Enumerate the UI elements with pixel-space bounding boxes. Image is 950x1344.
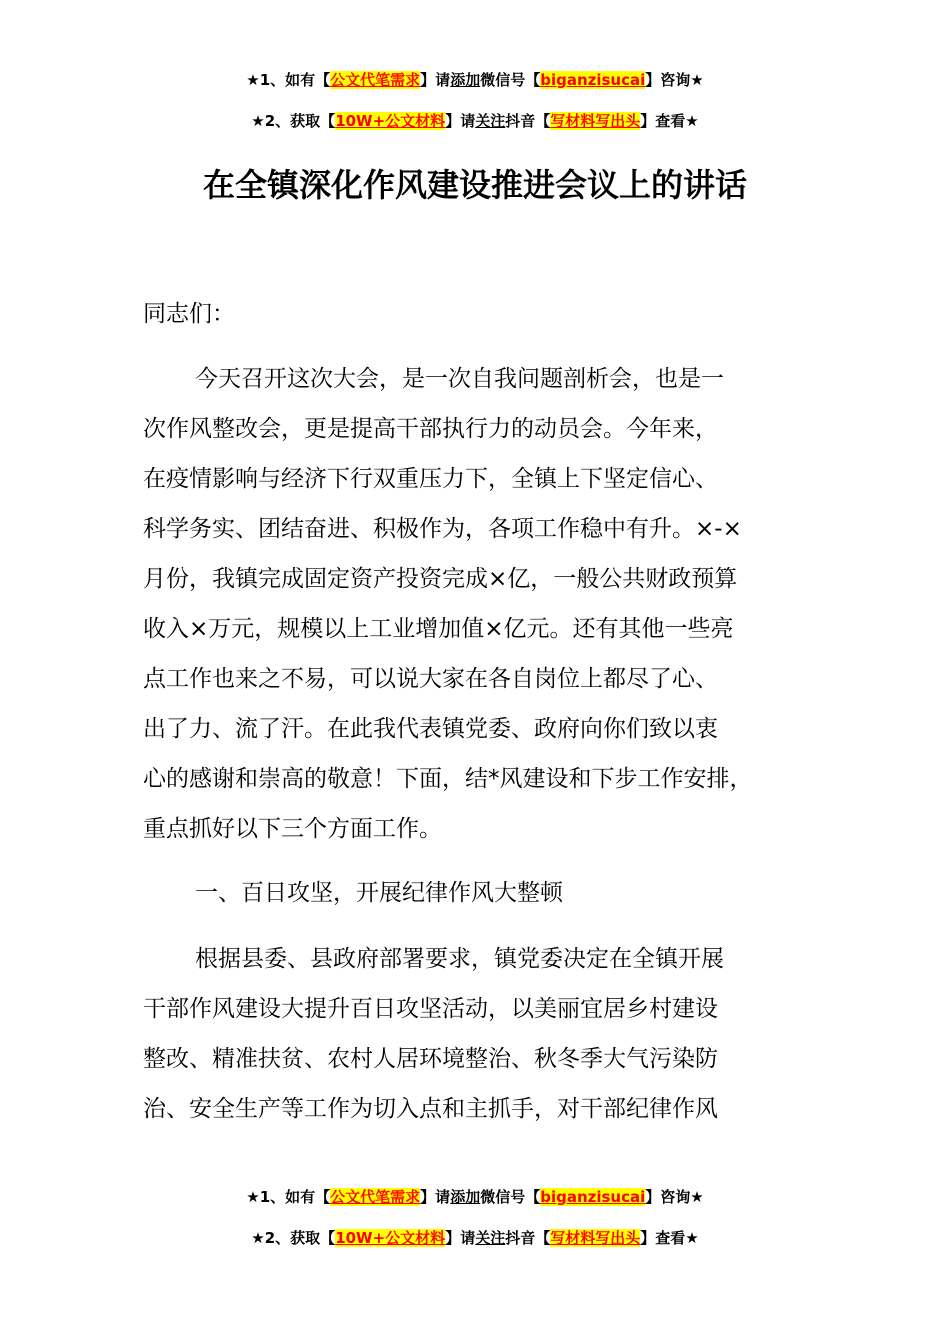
banner-prefix: ★2、获取【 [251, 112, 336, 130]
banner-text: 微信号【 [480, 71, 541, 89]
paragraph-line: 出了力、流了汗。在此我代表镇党委、政府向你们致以衷 [143, 716, 718, 742]
paragraph-line: 治、安全生产等工作为切入点和主抓手，对干部纪律作风 [143, 1096, 718, 1122]
banner-underlined-text: 关注 [475, 1229, 506, 1247]
banner-prefix: ★1、如有【 [246, 71, 331, 89]
banner-highlight-service: 公文代笔需求 [330, 71, 421, 89]
banner-highlight-douyin-id: 写材料写出头 [550, 112, 641, 130]
paragraph-line: 干部作风建设大提升百日攻坚活动，以美丽宜居乡村建设 [143, 996, 718, 1022]
section-heading-text: 一、百日攻坚，开展纪律作风大整顿 [195, 880, 563, 906]
banner-underlined-text: 添加 [450, 1188, 481, 1206]
banner-text: 】请 [420, 1188, 451, 1206]
banner-text: 抖音【 [505, 1229, 551, 1247]
paragraph-2 [143, 934, 833, 1134]
banner-highlight-douyin-id: 写材料写出头 [550, 1229, 641, 1247]
banner-prefix: ★2、获取【 [251, 1229, 336, 1247]
banner-text: 微信号【 [480, 1188, 541, 1206]
paragraph-line: 心的感谢和崇高的敬意！下面，结*风建设和下步工作安排， [143, 766, 753, 792]
paragraph-line: 根据县委、县政府部署要求，镇党委决定在全镇开展 [195, 946, 724, 972]
banner-suffix: 】查看★ [640, 112, 699, 130]
bottom-banner-line-1 [0, 1187, 950, 1207]
banner-text: 抖音【 [505, 112, 551, 130]
banner-text: 】请 [445, 1229, 476, 1247]
banner-highlight-materials: 10W+公文材料 [335, 1229, 446, 1247]
paragraph-line: 点工作也来之不易，可以说大家在各自岗位上都尽了心、 [143, 666, 718, 692]
paragraph-line: 月份，我镇完成固定资产投资完成×亿，一般公共财政预算 [143, 566, 738, 592]
paragraph-1 [143, 354, 833, 854]
paragraph-line: 重点抓好以下三个方面工作。 [143, 816, 442, 842]
top-banner-line-2 [0, 111, 950, 131]
banner-underlined-text: 添加 [450, 71, 481, 89]
banner-text: 】请 [445, 112, 476, 130]
top-banner-line-1 [0, 70, 950, 90]
banner-highlight-wechat-id: biganzisucai [540, 1188, 646, 1206]
paragraph-line: 科学务实、团结奋进、积极作为，各项工作稳中有升。×-× [143, 516, 742, 542]
banner-suffix: 】查看★ [640, 1229, 699, 1247]
salutation: 同志们： [143, 301, 235, 327]
banner-prefix: ★1、如有【 [246, 1188, 331, 1206]
document-title: 在全镇深化作风建设推进会议上的讲话 [202, 166, 747, 204]
paragraph-line: 次作风整改会，更是提高干部执行力的动员会。今年来， [143, 416, 718, 442]
banner-underlined-text: 关注 [475, 112, 506, 130]
banner-highlight-materials: 10W+公文材料 [335, 112, 446, 130]
banner-suffix: 】咨询★ [645, 71, 704, 89]
paragraph-line: 收入×万元，规模以上工业增加值×亿元。还有其他一些亮 [143, 616, 734, 642]
paragraph-line: 整改、精准扶贫、农村人居环境整治、秋冬季大气污染防 [143, 1046, 718, 1072]
banner-text: 】请 [420, 71, 451, 89]
section-heading-1 [143, 868, 833, 918]
paragraph-line: 在疫情影响与经济下行双重压力下，全镇上下坚定信心、 [143, 466, 718, 492]
banner-highlight-wechat-id: biganzisucai [540, 71, 646, 89]
bottom-banner-line-2 [0, 1228, 950, 1248]
banner-suffix: 】咨询★ [645, 1188, 704, 1206]
paragraph-line: 今天召开这次大会，是一次自我问题剖析会，也是一 [195, 366, 724, 392]
banner-highlight-service: 公文代笔需求 [330, 1188, 421, 1206]
